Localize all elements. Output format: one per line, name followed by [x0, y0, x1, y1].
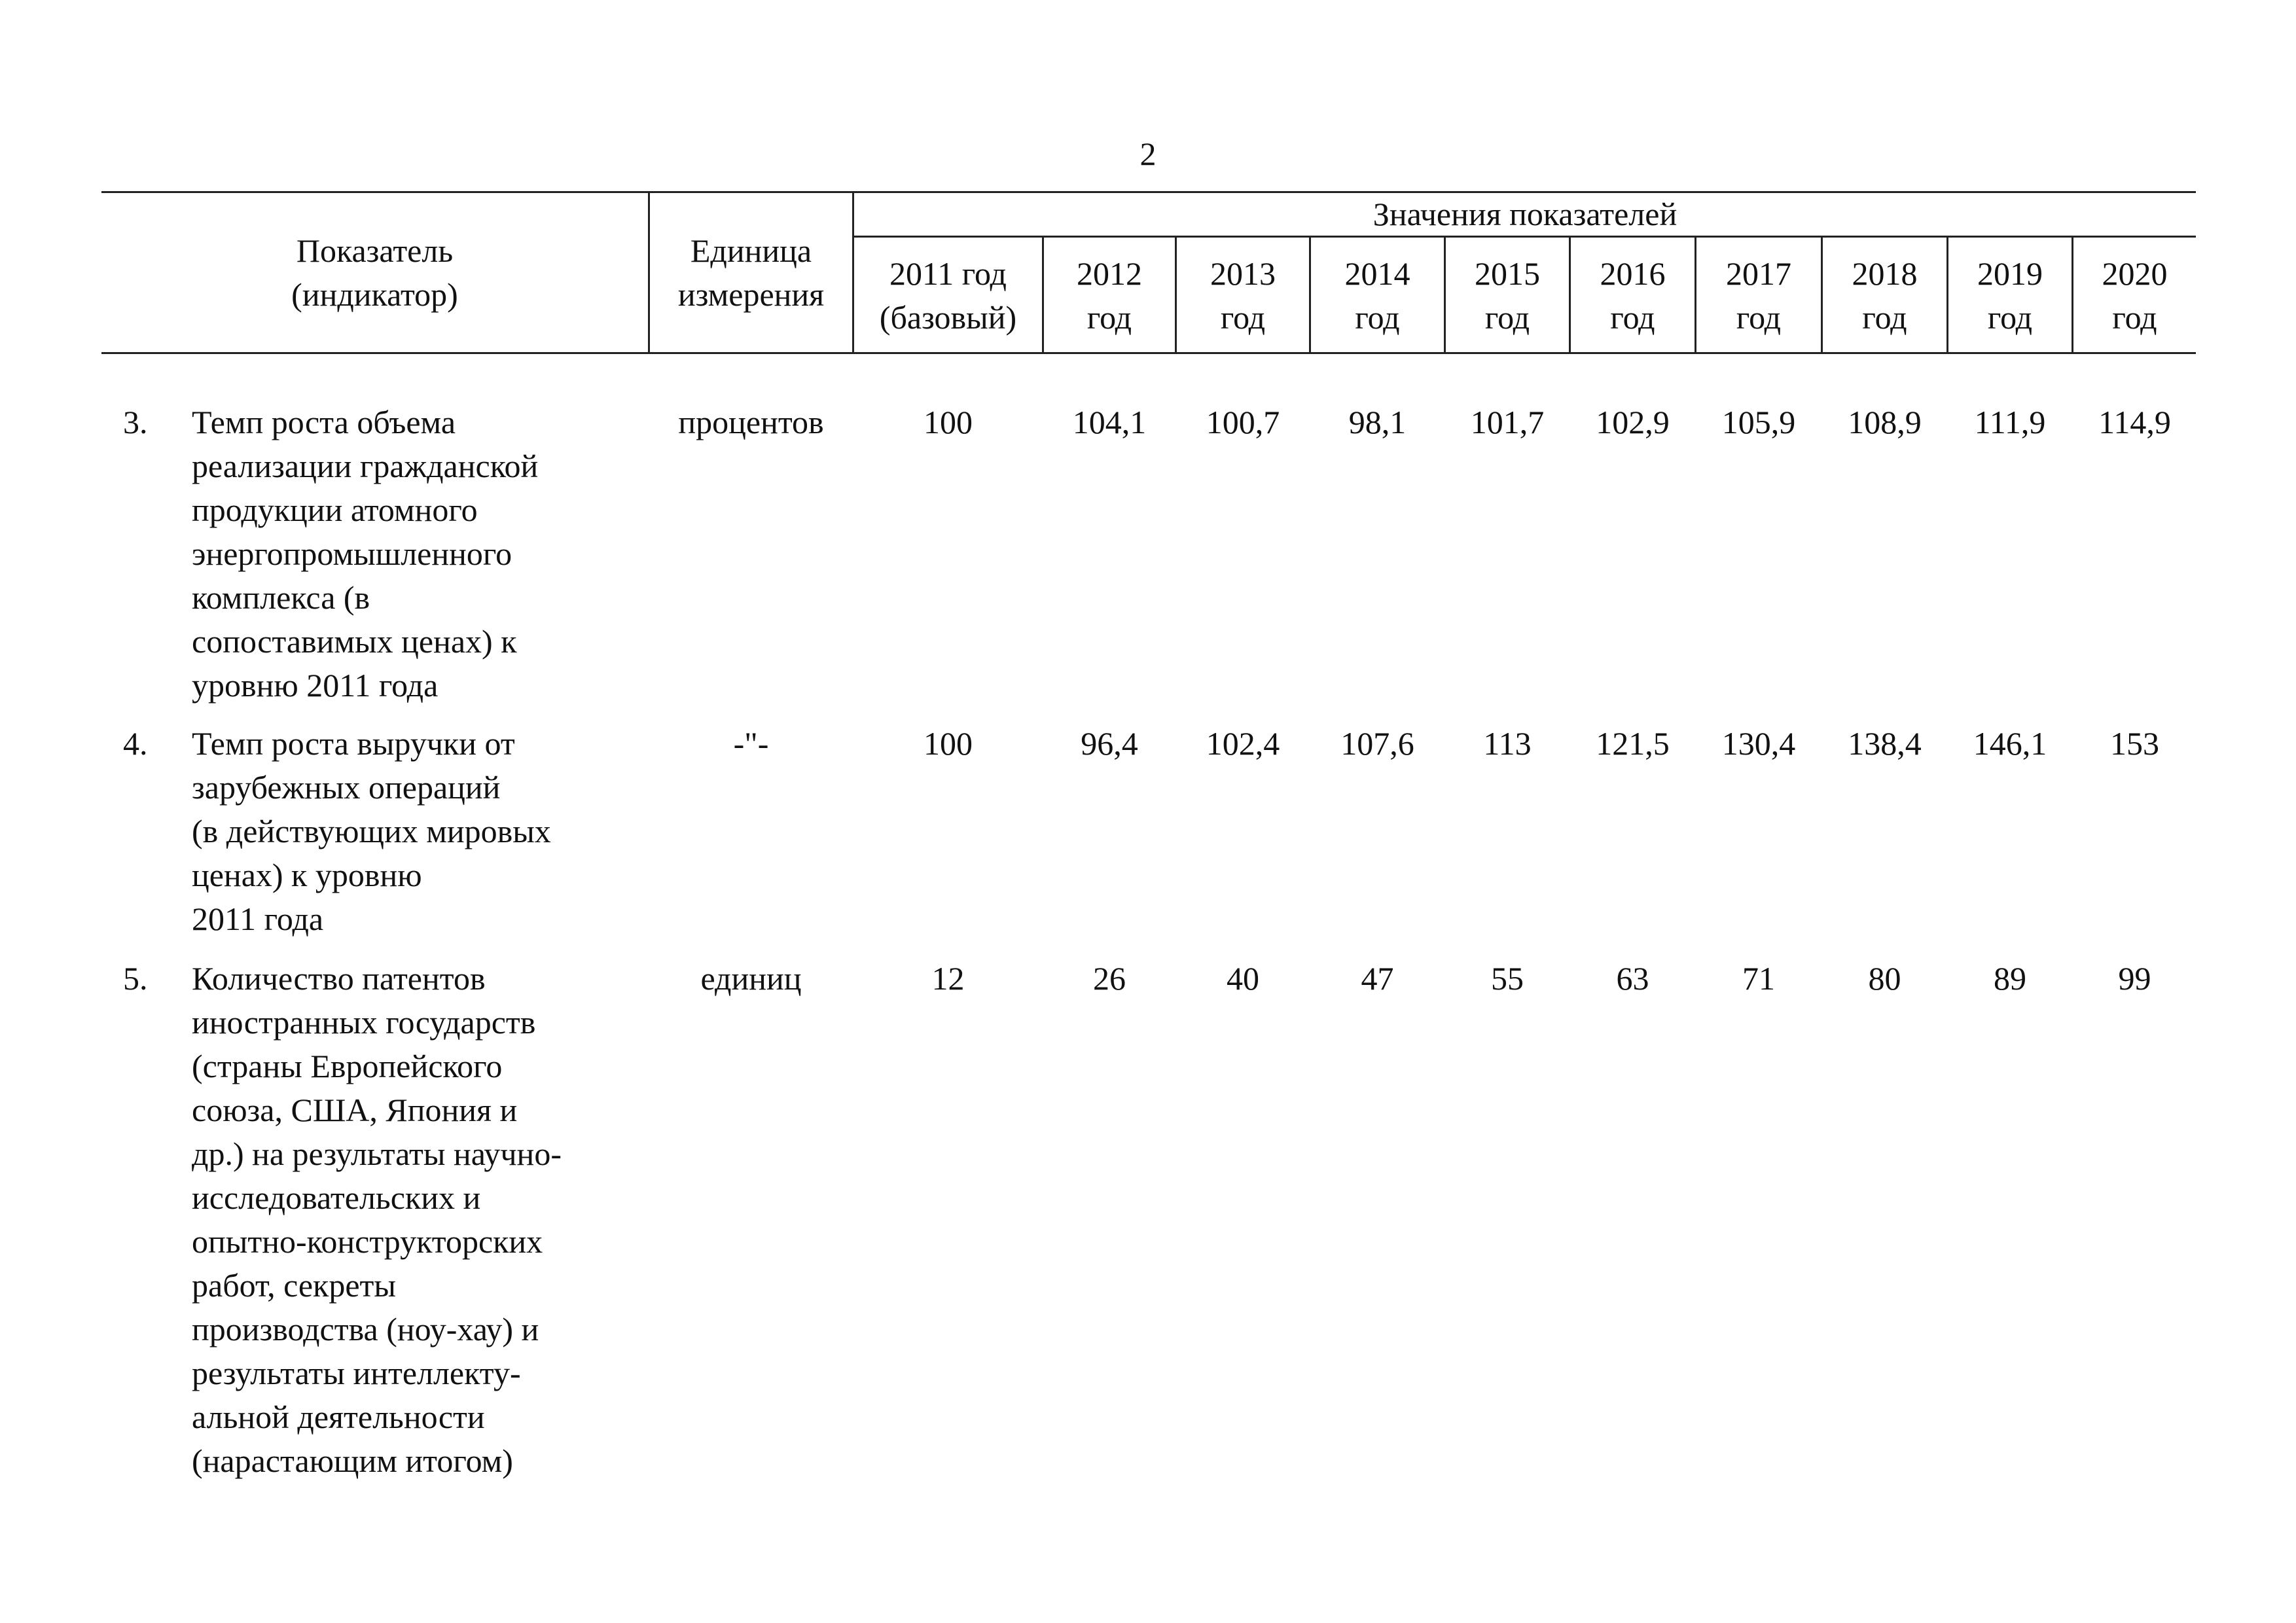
header-year-line1: 2018 — [1852, 255, 1918, 292]
row-value: 26 — [1093, 960, 1126, 997]
header-year-line1: 2011 год — [889, 255, 1007, 292]
header-year-line1: 2020 — [2102, 255, 2168, 292]
header-unit-line1: Единица — [690, 232, 812, 269]
row-unit: -"- — [733, 725, 769, 762]
header-year-line2: год — [1987, 299, 2033, 336]
row-value: 146,1 — [1973, 725, 2047, 762]
header-year-line2: год — [1610, 299, 1655, 336]
row-indicator: Количество патентов иностранных государств (страны Европейского союза, США, Япония и др.) на результаты научно- исследовательских и опытно-конструкторских работ, секреты производства (ноу-хау) и результаты интеллекту- альной деятельности (нарастающим итогом) — [192, 960, 562, 1479]
header-indicator-line2: (индикатор) — [291, 276, 458, 313]
row-number: 5. — [123, 960, 148, 997]
row-value: 89 — [1994, 960, 2026, 997]
row-value: 40 — [1227, 960, 1259, 997]
row-value: 47 — [1361, 960, 1394, 997]
row-number: 3. — [123, 404, 148, 440]
row-value: 100,7 — [1206, 404, 1280, 440]
row-value: 108,9 — [1848, 404, 1922, 440]
row-value: 101,7 — [1470, 404, 1545, 440]
row-value: 104,1 — [1072, 404, 1147, 440]
row-value: 99 — [2118, 960, 2151, 997]
row-value: 153 — [2110, 725, 2159, 762]
row-value: 12 — [931, 960, 965, 997]
row-value: 98,1 — [1348, 404, 1407, 440]
row-unit: процентов — [678, 404, 824, 440]
row-value: 102,9 — [1596, 404, 1670, 440]
row-value: 55 — [1491, 960, 1524, 997]
header-bottom-rule — [101, 352, 2196, 354]
header-year-line1: 2015 — [1475, 255, 1540, 292]
page-number: 2 — [1139, 135, 1157, 172]
row-value: 71 — [1742, 960, 1775, 997]
row-value: 114,9 — [2098, 404, 2171, 440]
row-value: 113 — [1483, 725, 1532, 762]
header-year-line1: 2016 — [1600, 255, 1666, 292]
row-indicator: Темп роста объема реализации гражданской продукции атомного энергопромышленного комплекса (в сопоставимых ценах) к уровню 2011 года — [192, 404, 539, 704]
header-year-line2: год — [2112, 299, 2157, 336]
row-value: 111,9 — [1974, 404, 2046, 440]
header-year-line2: год — [1862, 299, 1907, 336]
row-value: 130,4 — [1721, 725, 1796, 762]
header-year-line1: 2014 — [1344, 255, 1410, 292]
header-year-line2: год — [1086, 299, 1132, 336]
row-value: 100 — [924, 725, 973, 762]
header-year-line2: год — [1220, 299, 1266, 336]
row-value: 63 — [1616, 960, 1649, 997]
header-year-line2: (базовый) — [879, 299, 1017, 336]
header-year-line2: год — [1736, 299, 1782, 336]
row-value: 96,4 — [1081, 725, 1138, 762]
row-value: 138,4 — [1848, 725, 1922, 762]
header-year-line1: 2017 — [1726, 255, 1791, 292]
header-year-line2: год — [1484, 299, 1530, 336]
row-value: 121,5 — [1596, 725, 1670, 762]
header-year-line1: 2013 — [1210, 255, 1276, 292]
header-year-line1: 2012 — [1077, 255, 1142, 292]
header-unit-line2: измерения — [677, 276, 825, 313]
row-value: 80 — [1868, 960, 1901, 997]
header-indicator-line1: Показатель — [296, 232, 454, 269]
row-value: 100 — [924, 404, 973, 440]
row-value: 102,4 — [1206, 725, 1280, 762]
row-number: 4. — [123, 725, 148, 762]
row-value: 105,9 — [1721, 404, 1796, 440]
row-value: 107,6 — [1340, 725, 1414, 762]
header-year-line2: год — [1355, 299, 1400, 336]
header-values-group: Значения показателей — [1372, 196, 1677, 232]
header-year-line1: 2019 — [1977, 255, 2043, 292]
row-unit: единиц — [700, 960, 802, 997]
row-indicator: Темп роста выручки от зарубежных операций (в действующих мировых ценах) к уровню 2011 года — [192, 725, 551, 937]
